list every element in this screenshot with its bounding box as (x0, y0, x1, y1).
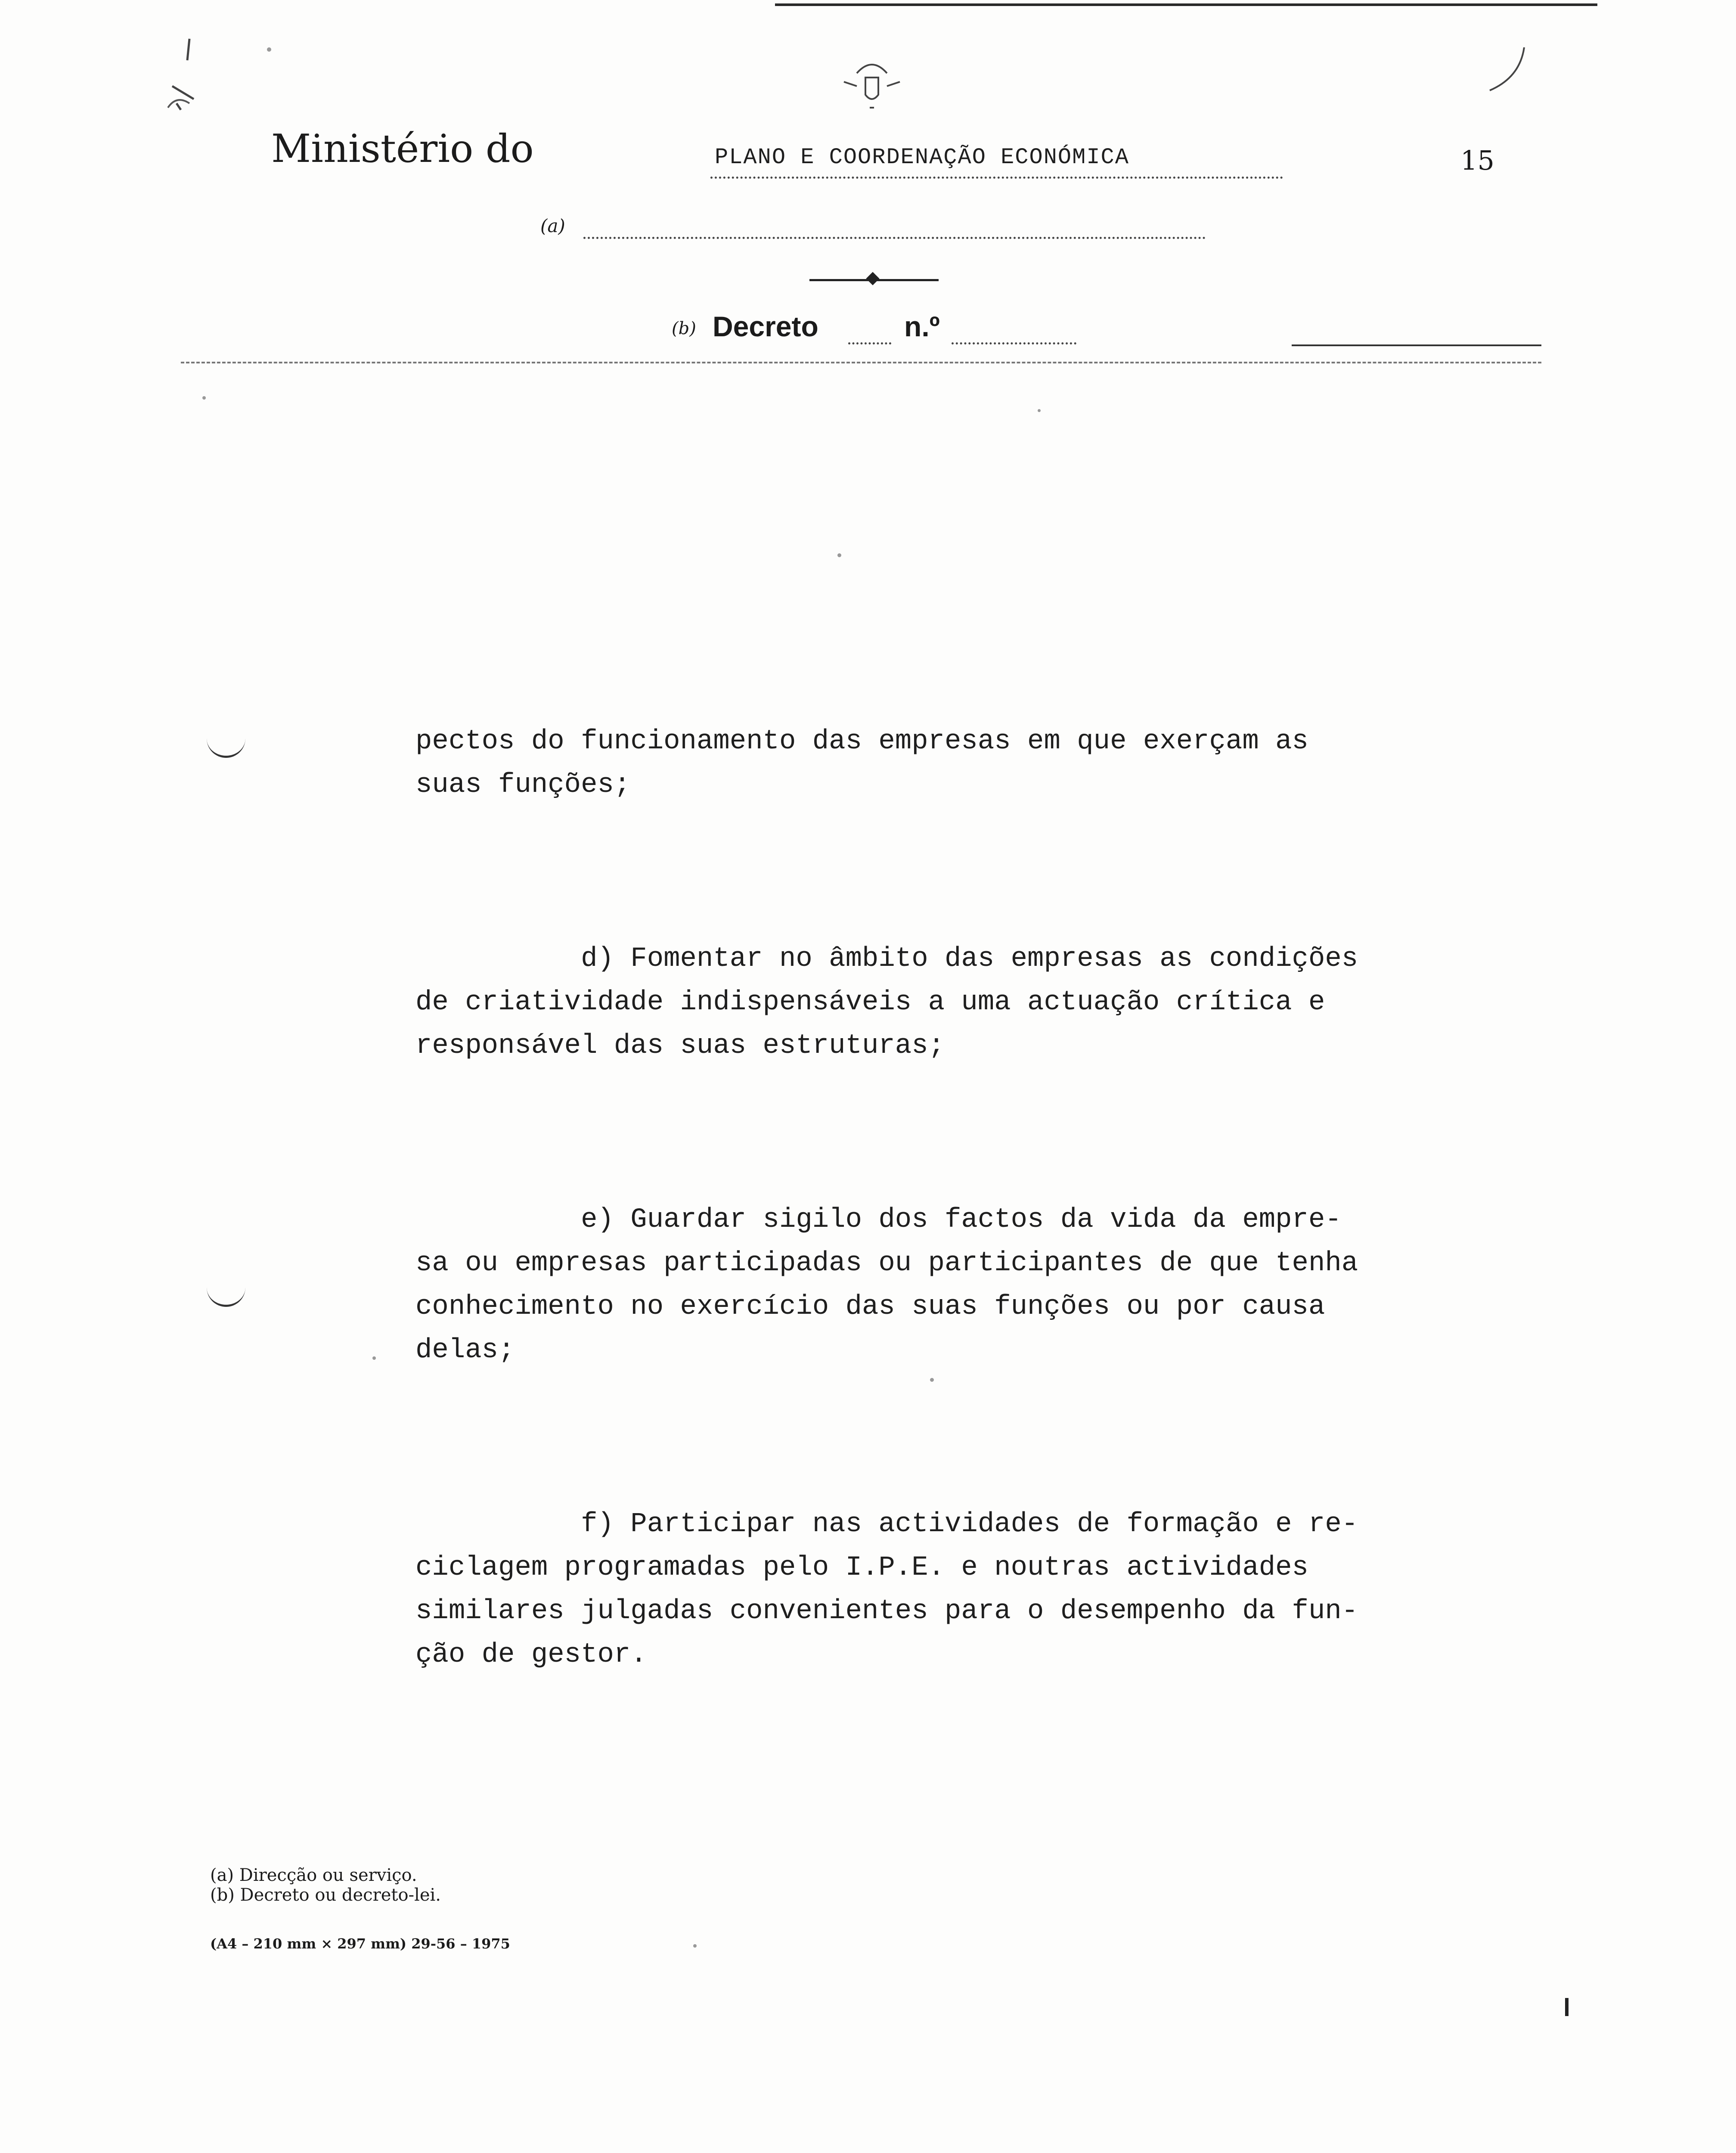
header-rule-right (1292, 344, 1541, 346)
ministry-dotted-line (710, 177, 1283, 179)
scan-smudge-icon (164, 34, 215, 112)
field-b-label: (b) (672, 319, 696, 338)
paragraph: e) Guardar sigilo dos factos da vida da empre- sa ou empresas participadas ou participantes de que tenha conhecimento no exercício das suas funções ou por causa delas; (415, 1204, 1358, 1366)
numero-dotted-line (952, 342, 1076, 344)
corner-scan-mark-icon (1472, 39, 1533, 99)
scan-speck (267, 47, 271, 52)
scan-speck (1038, 409, 1041, 412)
coat-of-arms-emblem (831, 47, 913, 116)
scan-speck (202, 396, 206, 400)
page-number: 15 (1460, 145, 1494, 176)
numero-label: n.º (904, 310, 940, 342)
divider-diamond-icon (866, 272, 879, 285)
paragraph: f) Participar nas actividades de formação e re- ciclagem programadas pelo I.P.E. e noutras actividades similares julgadas convenientes para o desempenho da fun- ção de gestor. (415, 1509, 1358, 1670)
scan-speck (693, 1944, 697, 1948)
scan-speck (372, 1356, 376, 1360)
edge-mark (1565, 1998, 1569, 2016)
margin-tick-icon (207, 1287, 245, 1307)
body-text (415, 633, 1449, 1764)
scan-speck (930, 1378, 934, 1382)
header-rule (181, 362, 1541, 363)
footnote-b: (b) Decreto ou decreto-lei. (210, 1885, 441, 1905)
form-code: (A4 – 210 mm × 297 mm) 29-56 – 1975 (210, 1936, 510, 1952)
field-a-label: (a) (540, 215, 565, 236)
paragraph: pectos do funcionamento das empresas em que exerçam as suas funções; (415, 726, 1308, 800)
paragraph: d) Fomentar no âmbito das empresas as condições de criatividade indispensáveis a uma actuação crítica e responsável das suas estruturas; (415, 943, 1358, 1061)
ministry-prefix: Ministério do (271, 126, 534, 171)
footnote-a: (a) Direcção ou serviço. (210, 1865, 417, 1885)
decreto-label: Decreto (713, 310, 818, 342)
field-a-dotted-line (583, 237, 1206, 239)
top-rule (775, 3, 1597, 6)
scan-speck (837, 553, 841, 557)
margin-tick-icon (207, 738, 245, 758)
decreto-dotted-line (848, 342, 891, 344)
ministry-name: PLANO E COORDENAÇÃO ECONÓMICA (715, 145, 1129, 170)
